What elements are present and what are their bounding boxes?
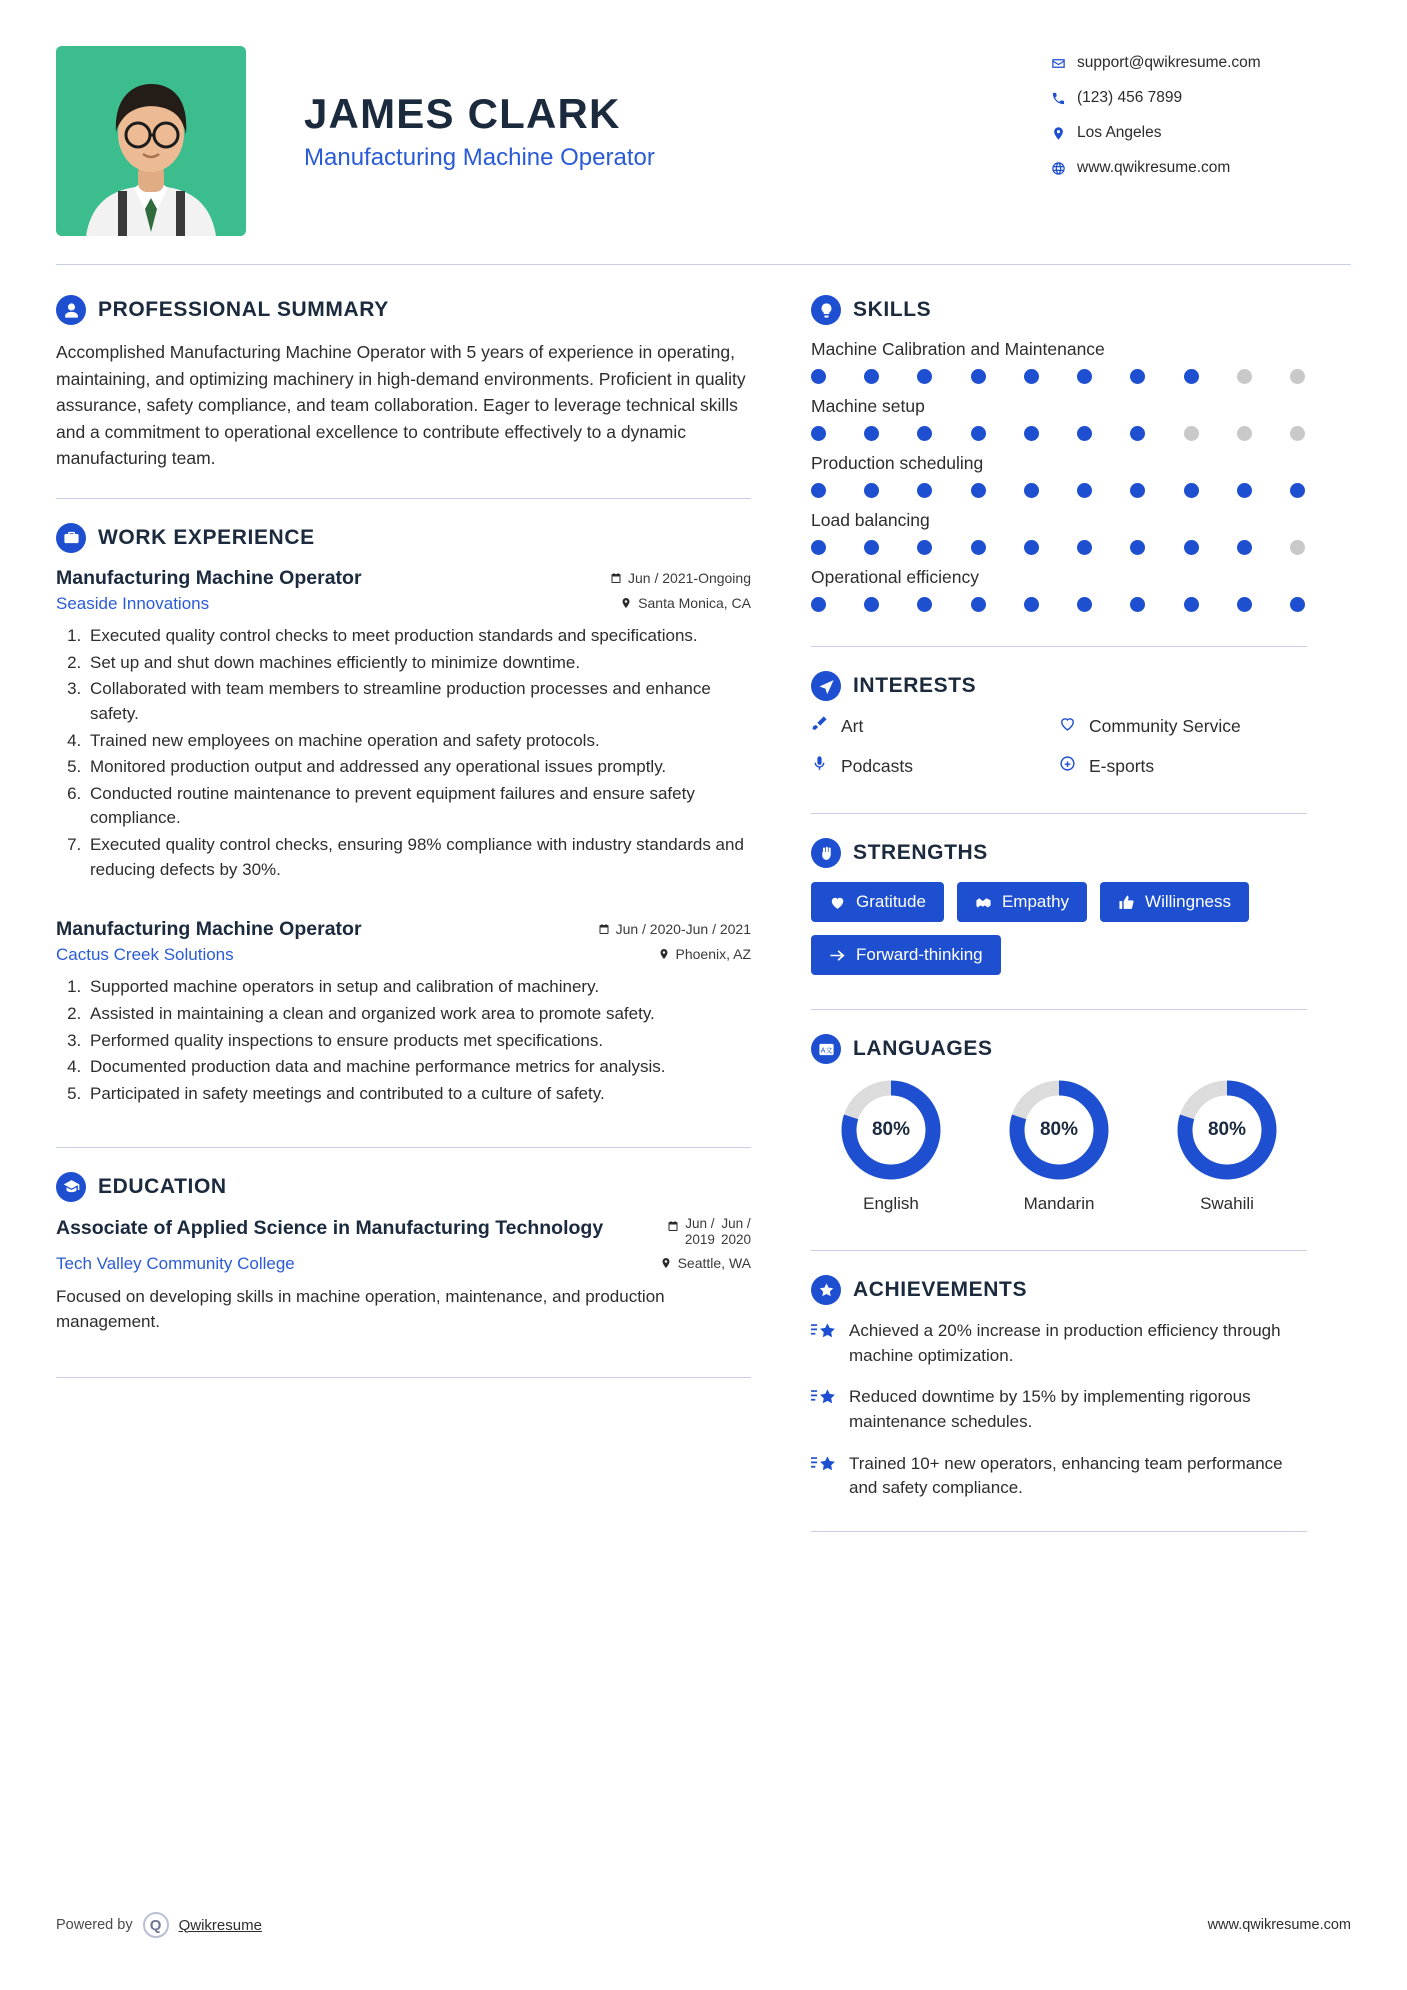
education-item (56, 1216, 751, 1335)
strength-chip (811, 882, 944, 922)
rating-dot (1290, 540, 1305, 555)
rating-dot (1290, 483, 1305, 498)
star-badge-icon (811, 1275, 841, 1305)
rating-dot (1184, 426, 1199, 441)
calendar-icon (667, 1220, 679, 1232)
skill-rating (811, 369, 1305, 384)
rating-dot (1290, 369, 1305, 384)
list-item: 3. Collaborated with team members to streamline production processes and enhance safety. (86, 677, 751, 726)
rating-dot (917, 426, 932, 441)
education-end-year: 2020 (720, 1231, 751, 1247)
education-description: Focused on developing skills in machine operation, maintenance, and production management. (56, 1286, 665, 1332)
raised-hand-icon (811, 838, 841, 868)
rating-dot (1237, 597, 1252, 612)
skill-item (811, 510, 1307, 555)
section-title-education: EDUCATION (98, 1174, 227, 1198)
rating-dot (1077, 483, 1092, 498)
location-pin-icon (1051, 126, 1077, 141)
spacer (56, 888, 751, 918)
education-location-text: Seattle, WA (677, 1254, 751, 1271)
work-role: Manufacturing Machine Operator (56, 566, 362, 589)
skill-label: Production scheduling (811, 453, 984, 473)
qwikresume-brand-link[interactable]: Qwikresume (178, 1916, 262, 1934)
list-item: 5. Participated in safety meetings and contributed to a culture of safety. (86, 1082, 751, 1107)
interest-item (811, 755, 1059, 777)
paint-brush-icon (811, 715, 841, 737)
rating-dot (917, 540, 932, 555)
star-bullet-icon (811, 1452, 849, 1501)
achievement-item (811, 1385, 1307, 1434)
achievement-text: Reduced downtime by 15% by implementing rigorous maintenance schedules. (849, 1387, 1251, 1431)
section-header-strengths (811, 838, 1307, 868)
section-header-achievements (811, 1275, 1307, 1305)
graduation-cap-icon (56, 1172, 86, 1202)
section-header-languages (811, 1034, 1307, 1064)
interest-item (1059, 715, 1307, 737)
rating-dot (1184, 483, 1199, 498)
section-title-skills: SKILLS (853, 298, 932, 321)
page-footer (56, 1912, 1351, 1938)
rating-dot (1237, 483, 1252, 498)
language-progress-ring (839, 1078, 943, 1182)
list-item: 1. Supported machine operators in setup and calibration of machinery. (86, 975, 751, 1000)
contact-email (1051, 54, 1351, 72)
footer-url[interactable]: www.qwikresume.com (1207, 1917, 1351, 1933)
rating-dot (1237, 540, 1252, 555)
skill-label: Machine setup (811, 396, 925, 416)
interest-item (1059, 755, 1307, 777)
achievement-item (811, 1452, 1307, 1501)
rating-dot (1290, 426, 1305, 441)
work-location (658, 946, 752, 962)
work-dates (598, 921, 751, 937)
rating-dot (1077, 597, 1092, 612)
rating-dot (811, 540, 826, 555)
language-label: Mandarin (1023, 1194, 1095, 1213)
education-start-date (685, 1216, 715, 1248)
qwikresume-logo-icon: Q (143, 1912, 169, 1938)
rating-dot (1024, 597, 1039, 612)
header-job-title: Manufacturing Machine Operator (304, 144, 655, 171)
education-location (660, 1255, 751, 1271)
language-percent: 80% (871, 1119, 911, 1140)
education-title-row (56, 1216, 751, 1248)
rating-dot (971, 369, 986, 384)
list-item: 3. Performed quality inspections to ensure products met specifications. (86, 1029, 751, 1054)
location-pin-icon (620, 597, 632, 609)
work-item-title-row (56, 567, 751, 590)
user-icon (56, 295, 86, 325)
contact-website-text: www.qwikresume.com (1077, 159, 1231, 176)
strengths-list (811, 882, 1307, 975)
rating-dot (1024, 483, 1039, 498)
interests-list (811, 715, 1307, 795)
rating-dot (1024, 426, 1039, 441)
right-column (791, 295, 1307, 1556)
powered-by-label: Powered by (56, 1917, 133, 1933)
page-title: JAMES CLARK (304, 90, 621, 137)
rating-dot (864, 540, 879, 555)
skill-rating (811, 483, 1305, 498)
contact-location (1051, 124, 1351, 142)
translate-icon (811, 1034, 841, 1064)
skill-item (811, 396, 1307, 441)
calendar-icon (610, 572, 622, 584)
email-icon (1051, 56, 1077, 71)
section-title-summary: PROFESSIONAL SUMMARY (98, 298, 389, 321)
work-item-company-row (56, 945, 751, 965)
rating-dot (1077, 369, 1092, 384)
work-bullets (86, 975, 751, 1106)
education-end-date (721, 1216, 751, 1248)
rating-dot (917, 483, 932, 498)
rating-dot (1184, 597, 1199, 612)
strength-label: Gratitude (856, 892, 926, 911)
handshake-icon (975, 894, 992, 911)
divider (811, 813, 1307, 814)
strength-label: Empathy (1001, 892, 1070, 911)
location-pin-icon (660, 1257, 672, 1269)
education-start-year: 2019 (684, 1231, 715, 1247)
rating-dot (864, 597, 879, 612)
divider (56, 498, 751, 499)
language-progress-ring (1175, 1078, 1279, 1182)
work-company: Cactus Creek Solutions (56, 945, 234, 965)
rating-dot (1077, 426, 1092, 441)
rating-dot (811, 483, 826, 498)
list-item: 4. Documented production data and machine performance metrics for analysis. (86, 1055, 751, 1080)
left-column (56, 295, 791, 1556)
heart-icon (829, 894, 846, 911)
microphone-icon (811, 755, 841, 777)
interest-label: E-sports (1089, 755, 1155, 776)
work-item-title-row (56, 918, 751, 941)
achievement-item (811, 1319, 1307, 1368)
work-bullets (86, 624, 751, 882)
resume-header (56, 46, 1351, 236)
skill-rating (811, 426, 1305, 441)
language-label: Swahili (1200, 1194, 1254, 1213)
rating-dot (1077, 540, 1092, 555)
rating-dot (917, 597, 932, 612)
skill-label: Machine Calibration and Maintenance (811, 339, 1105, 359)
rating-dot (1024, 369, 1039, 384)
list-item: 5. Monitored production output and addressed any operational issues promptly. (86, 755, 751, 780)
section-title-work: WORK EXPERIENCE (98, 525, 315, 549)
section-header-summary (56, 295, 751, 325)
work-item (56, 918, 751, 1106)
contact-phone (1051, 89, 1351, 107)
globe-icon (1051, 161, 1077, 176)
skill-rating (811, 540, 1305, 555)
rating-dot (864, 369, 879, 384)
divider (811, 646, 1307, 647)
achievement-text: Trained 10+ new operators, enhancing team performance and safety compliance. (849, 1453, 1283, 1498)
rating-dot (864, 483, 879, 498)
rating-dot (1130, 369, 1145, 384)
lightbulb-icon (811, 295, 841, 325)
header-divider (56, 264, 1351, 265)
rating-dot (1237, 369, 1252, 384)
rating-dot (1130, 597, 1145, 612)
education-dates (667, 1216, 751, 1248)
divider (811, 1531, 1307, 1532)
briefcase-icon (56, 523, 86, 553)
contact-phone-text: (123) 456 7899 (1077, 89, 1183, 106)
phone-icon (1051, 91, 1077, 106)
work-item-company-row (56, 594, 751, 614)
interest-label: Community Service (1089, 715, 1241, 736)
language-percent: 80% (1207, 1119, 1247, 1140)
divider (811, 1009, 1307, 1010)
section-header-education (56, 1172, 751, 1202)
rating-dot (971, 426, 986, 441)
list-item: 2. Set up and shut down machines efficiently to minimize downtime. (86, 651, 751, 676)
education-school: Tech Valley Community College (56, 1253, 295, 1273)
skill-label: Operational efficiency (811, 567, 979, 587)
contact-email-text: support@qwikresume.com (1077, 54, 1261, 71)
work-dates (610, 570, 751, 586)
work-dates-text: Jun / 2021-Ongoing (628, 569, 751, 586)
work-dates-text: Jun / 2020-Jun / 2021 (615, 921, 751, 938)
language-percent: 80% (1039, 1119, 1079, 1140)
work-company: Seaside Innovations (56, 593, 210, 613)
list-item: 6. Conducted routine maintenance to prevent equipment failures and ensure safety compliance. (86, 782, 751, 831)
language-item (979, 1078, 1139, 1214)
skill-item (811, 453, 1307, 498)
rating-dot (811, 426, 826, 441)
education-school-row (56, 1254, 751, 1274)
rating-dot (1184, 369, 1199, 384)
contact-website (1051, 159, 1351, 177)
section-header-interests (811, 671, 1307, 701)
svg-text:A文: A文 (820, 1045, 832, 1054)
section-header-work (56, 523, 751, 553)
rating-dot (1130, 483, 1145, 498)
rating-dot (1130, 540, 1145, 555)
rating-dot (971, 540, 986, 555)
rating-dot (1024, 540, 1039, 555)
powered-by (56, 1912, 262, 1938)
star-bullet-icon (811, 1319, 849, 1368)
language-label: English (863, 1194, 919, 1213)
list-item: 4. Trained new employees on machine operation and safety protocols. (86, 729, 751, 754)
work-location (620, 595, 751, 611)
work-location-text: Phoenix, AZ (675, 946, 751, 963)
arrow-right-icon (829, 947, 846, 964)
list-item: 7. Executed quality control checks, ensuring 98% compliance with industry standards and reducing defects by 30%. (86, 833, 751, 882)
rating-dot (971, 597, 986, 612)
interest-label: Podcasts (841, 755, 913, 776)
contact-location-text: Los Angeles (1077, 124, 1162, 141)
languages-list (811, 1078, 1307, 1214)
work-location-text: Santa Monica, CA (638, 594, 751, 611)
language-item (1147, 1078, 1307, 1214)
heart-hands-icon (1059, 715, 1089, 737)
education-start-month: Jun / (685, 1215, 715, 1231)
language-progress-ring (1007, 1078, 1111, 1182)
strength-chip (957, 882, 1087, 922)
interest-label: Art (841, 715, 864, 736)
education-degree: Associate of Applied Science in Manufacturing Technology (56, 1216, 604, 1239)
language-item (811, 1078, 971, 1214)
education-end-month: Jun / (721, 1215, 751, 1231)
divider (56, 1147, 751, 1148)
section-title-interests: INTERESTS (853, 674, 977, 697)
list-item: 1. Executed quality control checks to meet production standards and specifications. (86, 624, 751, 649)
work-role: Manufacturing Machine Operator (56, 918, 362, 941)
paper-plane-icon (811, 671, 841, 701)
section-title-achievements: ACHIEVEMENTS (853, 1278, 1028, 1301)
contact-list (1051, 46, 1351, 194)
interest-item (811, 715, 1059, 737)
skill-label: Load balancing (811, 510, 930, 530)
strength-label: Forward-thinking (856, 945, 983, 964)
rating-dot (917, 369, 932, 384)
summary-text: Accomplished Manufacturing Machine Operator with 5 years of experience in operating, maintaining, and optimizing machinery in high-demand environments. Proficient in quality assurance, safety compliance, and team collaboration. Eager to leverage technical skills and a commitment to operational excellence to contribute effectively to a dynamic manufacturing team. (56, 342, 746, 469)
divider (56, 1377, 751, 1378)
rating-dot (1130, 426, 1145, 441)
resume-body (56, 295, 1351, 1556)
profile-photo (56, 46, 246, 236)
location-pin-icon (658, 948, 670, 960)
strength-label: Willingness (1145, 892, 1232, 911)
divider (811, 1250, 1307, 1251)
strength-chip (1100, 882, 1249, 922)
rating-dot (1237, 426, 1252, 441)
rating-dot (1290, 597, 1305, 612)
list-item: 2. Assisted in maintaining a clean and organized work area to promote safety. (86, 1002, 751, 1027)
rating-dot (864, 426, 879, 441)
name-block (246, 46, 1051, 172)
star-bullet-icon (811, 1385, 849, 1434)
section-header-skills (811, 295, 1307, 325)
achievement-text: Achieved a 20% increase in production efficiency through machine optimization. (849, 1321, 1281, 1365)
rating-dot (971, 483, 986, 498)
skill-item (811, 567, 1307, 612)
strength-chip (811, 935, 1001, 975)
work-item (56, 567, 751, 882)
calendar-icon (598, 923, 610, 935)
rating-dot (1184, 540, 1199, 555)
rating-dot (811, 369, 826, 384)
section-title-languages: LANGUAGES (853, 1037, 993, 1060)
skill-item (811, 339, 1307, 384)
section-title-strengths: STRENGTHS (853, 841, 988, 864)
thumbs-up-icon (1118, 894, 1135, 911)
skill-rating (811, 597, 1305, 612)
gamepad-icon (1059, 755, 1089, 777)
rating-dot (811, 597, 826, 612)
